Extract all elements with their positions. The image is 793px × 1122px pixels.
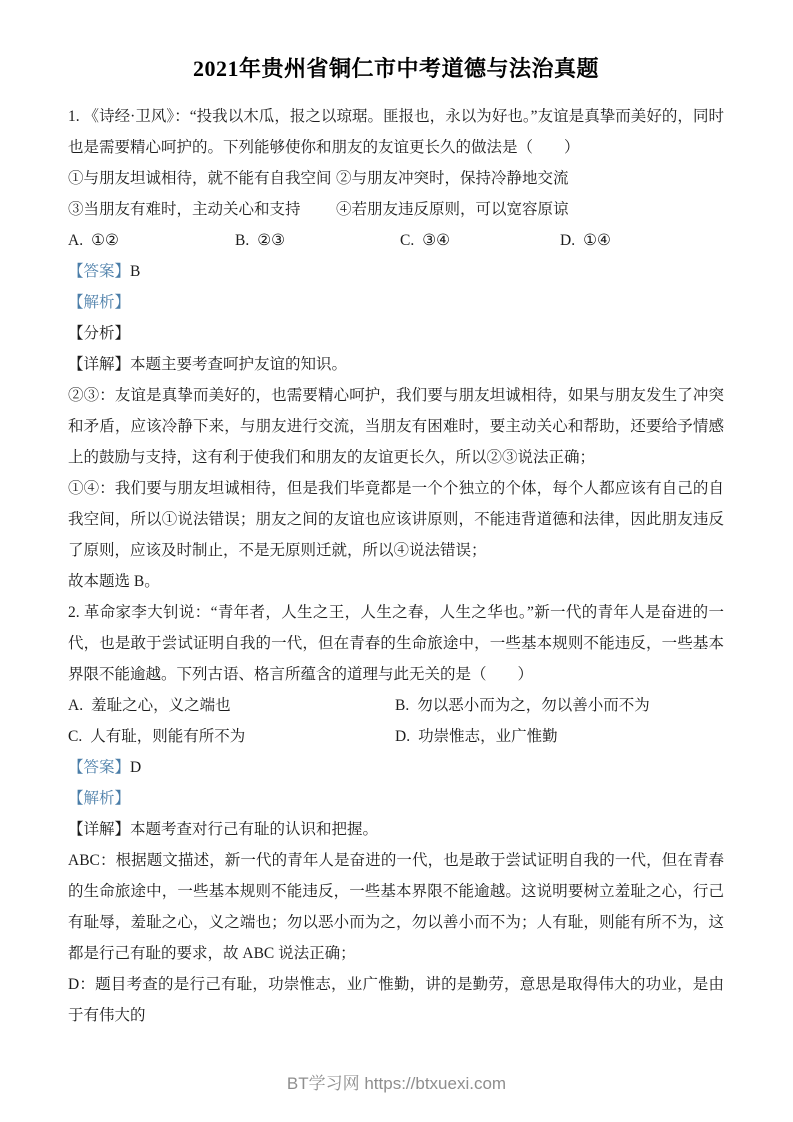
q2-choice-d-text: 功崇惟志，业广惟勤 [418,728,558,745]
q1-choice-b-label: B. [235,232,250,249]
q1-item-1: ①与朋友坦诚相待，就不能有自我空间 [68,170,332,187]
q1-item-2: ②与朋友冲突时，保持冷静地交流 [336,170,569,187]
q2-choice-b-label: B. [395,697,410,714]
q2-choice-d [395,721,558,752]
page-title: 2021年贵州省铜仁市中考道德与法治真题 [192,56,599,81]
q1-answer-value: B [130,263,141,280]
q2-xiangjie-label: 【详解】 [68,821,131,838]
q1-item-4: ④若朋友违反原则，可以宽容原谅 [336,201,569,218]
q1-choice-a-text: ①② [91,232,119,249]
q1-choice-d-text: ①④ [583,232,611,249]
q1-choice-c-text: ③④ [422,232,451,249]
q2-answer-line [68,752,724,783]
q2-choice-b [395,690,650,721]
q2-choices-row-2 [68,721,724,752]
q1-items-row-2 [68,194,724,225]
q1-answer-label: 【答案】 [68,263,131,280]
q1-jiexi-label: 【解析】 [68,294,131,311]
q2-choice-c-text: 人有耻，则能有所不为 [90,728,246,745]
q1-xiangjie-text: 本题主要考查呵护友谊的知识。 [130,356,348,373]
q1-choice-d [560,225,611,256]
q1-choice-a [68,225,235,256]
q1-fenxi-line [68,318,724,349]
q1-item-3: ③当朋友有难时，主动关心和支持 [68,201,301,218]
q1-choices-row [68,225,724,256]
q1-explanation-2: ①④：我们要与朋友坦诚相待，但是我们毕竟都是一个个独立的个体，每个人都应该有自己的自我空间，所以①说法错误；朋友之间的友谊也应该讲原则，不能违背道德和法律，因此朋友违反了原则，应该及时制止，不是无原则迁就，所以④说法错误； [68,480,724,559]
q1-jiexi-line [68,287,724,318]
q1-choice-c [400,225,560,256]
q2-explanation-1: ABC：根据题文描述，新一代的青年人是奋进的一代，也是敢于尝试证明自我的一代，但在青春的生命旅途中，一些基本规则不能违反，一些基本界限不能逾越。这说明要树立羞耻之心，行己有耻辱，羞耻之心，义之端也；勿以恶小而为之，勿以善小而不为；人有耻，则能有所不为，这都是行己有耻的要求，故 ABC 说法正确； [68,852,724,962]
q2-jiexi-label: 【解析】 [68,790,131,807]
q1-choice-b [235,225,400,256]
document-content [68,54,724,1031]
question-2-stem: 2. 革命家李大钊说：“青年者，人生之王，人生之春，人生之华也。”新一代的青年人是奋进的一代，也是敢于尝试证明自我的一代，但在青春的生命旅途中，一些基本规则不能违反，一些基本界限不能逾越。下列古语、格言所蕴含的道理与此无关的是（ ） [68,604,724,683]
q2-choice-c-label: C. [68,728,83,745]
q2-answer-label: 【答案】 [68,759,131,776]
q1-xiangjie-line [68,349,724,380]
q1-choice-d-label: D. [560,232,576,249]
q2-choice-a-text: 羞耻之心，义之端也 [91,697,231,714]
q2-choice-a [68,690,395,721]
q2-answer-value: D [130,759,142,776]
q1-choice-b-text: ②③ [257,232,286,249]
q1-explanation-1: ②③：友谊是真挚而美好的，也需要精心呵护，我们要与朋友坦诚相待，如果与朋友发生了冲突和矛盾，应该冷静下来，与朋友进行交流，当朋友有困难时，要主动关心和帮助，还要给予情感上的鼓励与支持，这有利于使我们和朋友的友谊更长久，所以②③说法正确； [68,387,724,466]
q1-fenxi-label: 【分析】 [68,325,131,342]
q1-conclusion: 故本题选 B。 [68,573,160,590]
q2-choice-a-label: A. [68,697,84,714]
q1-xiangjie-label: 【详解】 [68,356,131,373]
q1-choice-c-label: C. [400,232,415,249]
q2-jiexi-line [68,783,724,814]
q2-xiangjie-line [68,814,724,845]
question-1-stem: 1. 《诗经·卫风》：“投我以木瓜，报之以琼琚。匪报也，永以为好也。”友谊是真挚而美好的，同时也是需要精心呵护的。下列能够使你和朋友的友谊更长久的做法是（ ） [68,108,724,156]
q2-choice-c [68,721,395,752]
q2-choice-d-label: D. [395,728,411,745]
q1-choice-a-label: A. [68,232,84,249]
q2-explanation-2: D：题目考查的是行己有耻，功崇惟志，业广惟勤，讲的是勤劳，意思是取得伟大的功业，是由于有伟大的 [68,976,724,1024]
q2-choices-row-1 [68,690,724,721]
q1-answer-line [68,256,724,287]
q1-items-row-1 [68,163,724,194]
q2-choice-b-text: 勿以恶小而为之，勿以善小而不为 [417,697,650,714]
footer-site-credit: BT学习网 https://btxuexi.com [286,1074,507,1093]
q2-xiangjie-text: 本题考查对行己有耻的认识和把握。 [130,821,379,838]
